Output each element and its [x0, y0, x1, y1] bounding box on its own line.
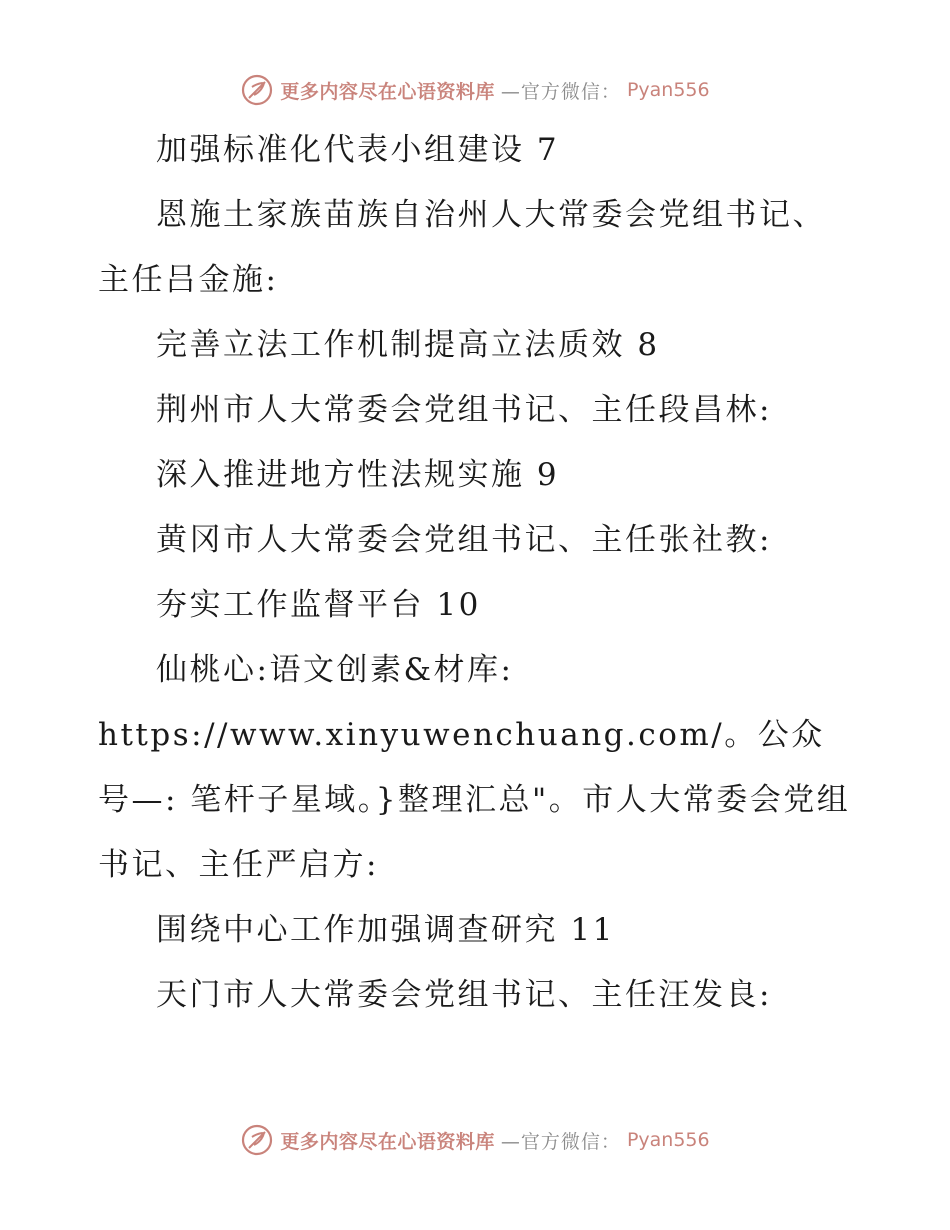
- watermark-wechat-id: Pyan556: [626, 79, 710, 101]
- toc-entry: 加强标准化代表小组建设 7: [156, 132, 560, 168]
- watermark-label: —官方微信：: [500, 1130, 621, 1153]
- watermark-wechat-id: Pyan556: [626, 1129, 710, 1151]
- toc-entry: 完善立法工作机制提高立法质效 8: [156, 327, 660, 363]
- toc-author-line: 恩施土家族苗族自治州人大常委会党组书记、主任吕金施:: [98, 197, 826, 298]
- toc-entry: 夯实工作监督平台 10: [156, 587, 481, 623]
- quill-seal-logo-icon: [240, 1123, 274, 1157]
- watermark-footer: [0, 1120, 950, 1160]
- watermark-title: 更多内容尽在心语资料库: [280, 80, 495, 103]
- toc-author-line: 黄冈市人大常委会党组书记、主任张社教:: [156, 522, 772, 558]
- watermark-title: 更多内容尽在心语资料库: [280, 1130, 495, 1153]
- toc-author-line-with-insert: 仙桃心:语文创素&材库: https://www.xinyuwenchuang.com/。公众号—: 笔杆子星域。}整理汇总"。市人大常委会党组书记、主任严启方:: [98, 652, 851, 883]
- watermark-header: [0, 70, 950, 110]
- quill-seal-logo-icon: [240, 73, 274, 107]
- watermark-label: —官方微信：: [500, 80, 621, 103]
- toc-entry: 围绕中心工作加强调查研究 11: [156, 912, 615, 948]
- document-body: [98, 118, 858, 1028]
- toc-author-line: 天门市人大常委会党组书记、主任汪发良:: [156, 977, 772, 1013]
- toc-entry: 深入推进地方性法规实施 9: [156, 457, 560, 493]
- toc-author-line: 荆州市人大常委会党组书记、主任段昌林:: [156, 392, 772, 428]
